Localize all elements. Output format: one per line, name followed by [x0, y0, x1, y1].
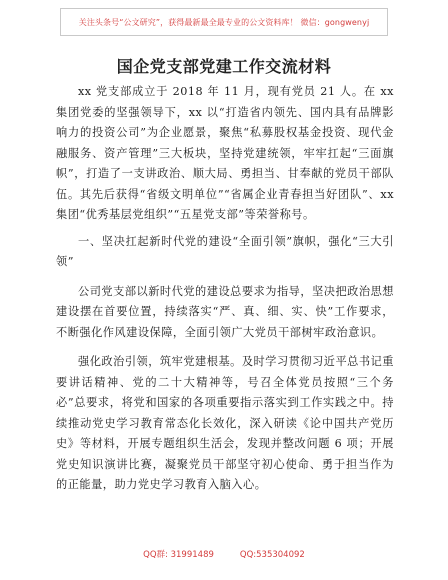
promo-banner	[60, 8, 388, 36]
intro-paragraph: xx 党支部成立于 2018 年 11 月，现有党员 21 人。在 xx 集团党委的坚强领导下，xx 以“打造省内领先、国内具有品牌影响力的投资公司”为企业愿景，聚焦“私募股权基金投资、现代金融服务、资产管理”三大板块，坚持党建统领，牢牢扛起“三面旗帜”，打造了一支讲政治、顺大局、勇担当、甘奉献的党员干部队伍。其先后获得“省级文明单位”“省属企业青春担当好团队”、xx 集团“优秀基层党组织”“五星党支部”等荣誉称号。	[56, 85, 394, 221]
document-body	[56, 82, 394, 505]
promo-banner-text: 关注头条号“公文研究”，获得最新最全最专业的公文资料库！ 微信：gongwenyj	[78, 17, 370, 27]
footer-contact	[0, 548, 448, 560]
body-paragraph: 强化政治引领，筑牢党建根基。及时学习贯彻习近平总书记重要讲话精神、党的二十大精神等，号召全体党员按照“三个务必”总要求，将党和国家的各项重要指示落实到工作实践之中。持续推动党史学习教育常态化长效化，深入研读《论中国共产党历史》等材料，开展专题组织生活会，发现并整改问题 6 项；开展党史知识演讲比赛，凝聚党员干部坚守初心使命、勇于担当作为的正能量，助力党史学习教育入脑入心。	[56, 355, 394, 491]
footer-qq-group: QQ群: 31991489	[143, 550, 214, 560]
body-paragraph: 公司党支部以新时代党的建设总要求为指导，坚决把政治思想建设摆在首要位置，持续落实“严、真、细、实、快”工作要求，不断强化作风建设保障，全面引领广大党员干部树牢政治意识。	[56, 284, 394, 339]
footer-qq-number: QQ:535304092	[239, 550, 305, 560]
document-title: 国企党支部党建工作交流材料	[116, 57, 332, 76]
section-heading: 一、坚决扛起新时代党的建设“全面引领”旗帜，强化“三大引领”	[56, 234, 394, 268]
